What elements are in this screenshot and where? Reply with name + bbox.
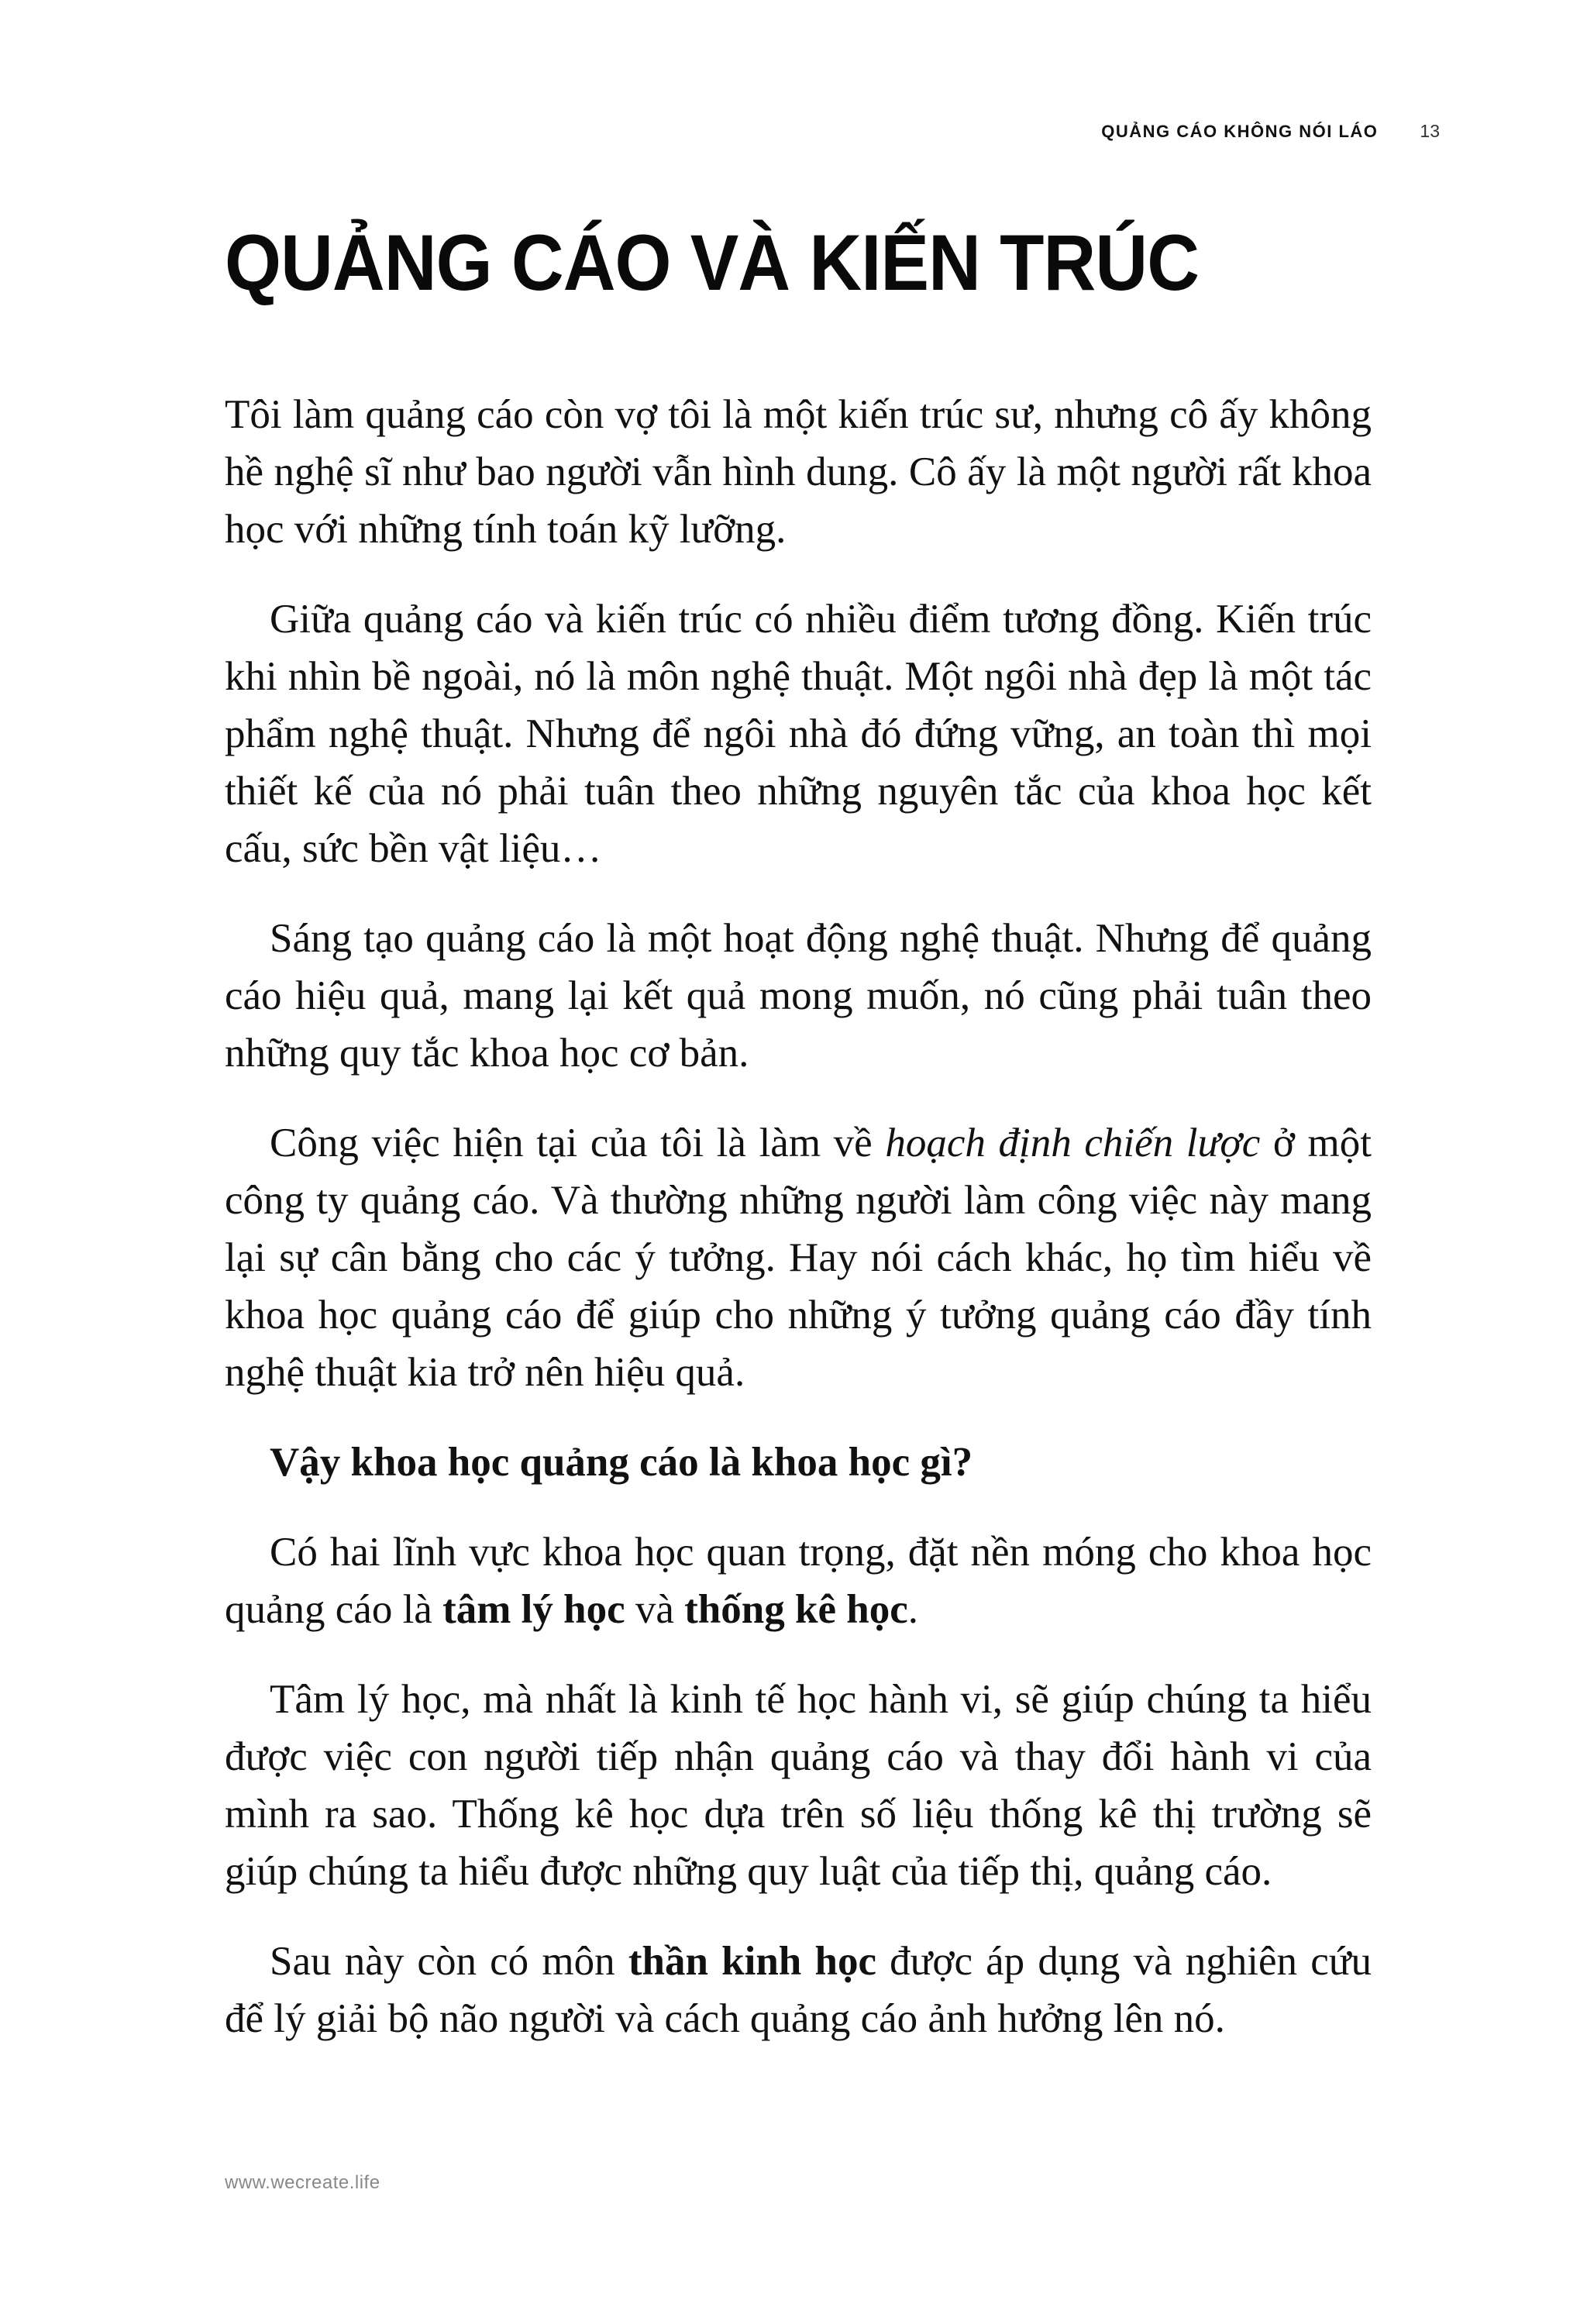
paragraph-7 xyxy=(225,1671,1372,1900)
running-title: QUẢNG CÁO KHÔNG NÓI LÁO xyxy=(1101,122,1379,141)
bold-term: thần kinh học xyxy=(628,1939,876,1984)
paragraph-3 xyxy=(225,910,1372,1082)
footer-url: www.wecreate.life xyxy=(225,2172,380,2193)
paragraph-text: được áp dụng và nghiên cứu để lý giải bộ não người và cách quảng cáo ảnh hưởng lên nó. xyxy=(225,1939,1372,2041)
body-text xyxy=(225,386,1372,2080)
paragraph-text: ở một công ty quảng cáo. Và thường những người làm công việc này mang lại sự cân bằng cho các ý tưởng. Hay nói cách khác, họ tìm hiểu về khoa học quảng cáo để giúp cho những ý tưởng quảng cáo đầy tính nghệ thuật kia trở nên hiệu quả. xyxy=(225,1121,1372,1395)
italic-term: hoạch định chiến lược xyxy=(885,1121,1261,1165)
question-heading xyxy=(225,1434,1372,1491)
chapter-title: QUẢNG CÁO VÀ KIẾN TRÚC xyxy=(225,219,1200,307)
paragraph-text: Tôi làm quảng cáo còn vợ tôi là một kiến trúc sư, nhưng cô ấy không hề nghệ sĩ như bao người vẫn hình dung. Cô ấy là một người rất khoa học với những tính toán kỹ lưỡng. xyxy=(225,392,1372,552)
paragraph-1 xyxy=(225,386,1372,558)
paragraph-text: Có hai lĩnh vực khoa học quan trọng, đặt nền móng cho khoa học quảng cáo là xyxy=(225,1530,1372,1632)
paragraph-text: Sáng tạo quảng cáo là một hoạt động nghệ thuật. Nhưng để quảng cáo hiệu quả, mang lại kết quả mong muốn, nó cũng phải tuân theo những quy tắc khoa học cơ bản. xyxy=(225,916,1372,1076)
paragraph-8 xyxy=(225,1933,1372,2047)
bold-term: tâm lý học xyxy=(442,1587,625,1632)
paragraph-2 xyxy=(225,590,1372,877)
paragraph-text: Sau này còn có môn xyxy=(270,1939,628,1984)
question-text: Vậy khoa học quảng cáo là khoa học gì? xyxy=(270,1440,973,1485)
paragraph-text: Giữa quảng cáo và kiến trúc có nhiều điểm tương đồng. Kiến trúc khi nhìn bề ngoài, nó là môn nghệ thuật. Một ngôi nhà đẹp là một tác phẩm nghệ thuật. Nhưng để ngôi nhà đó đứng vững, an toàn thì mọi thiết kế của nó phải tuân theo những nguyên tắc của khoa học kết cấu, sức bền vật liệu… xyxy=(225,597,1372,871)
running-header xyxy=(1101,121,1440,142)
paragraph-4 xyxy=(225,1114,1372,1401)
paragraph-text: Tâm lý học, mà nhất là kinh tế học hành vi, sẽ giúp chúng ta hiểu được việc con người tiếp nhận quảng cáo và thay đổi hành vi của mình ra sao. Thống kê học dựa trên số liệu thống kê thị trường sẽ giúp chúng ta hiểu được những quy luật của tiếp thị, quảng cáo. xyxy=(225,1677,1372,1894)
paragraph-6 xyxy=(225,1524,1372,1638)
paragraph-text: . xyxy=(907,1587,918,1632)
paragraph-text: Công việc hiện tại của tôi là làm về xyxy=(270,1121,886,1165)
page-number: 13 xyxy=(1420,121,1440,141)
paragraph-text: và xyxy=(625,1587,685,1632)
bold-term: thống kê học xyxy=(684,1587,908,1632)
